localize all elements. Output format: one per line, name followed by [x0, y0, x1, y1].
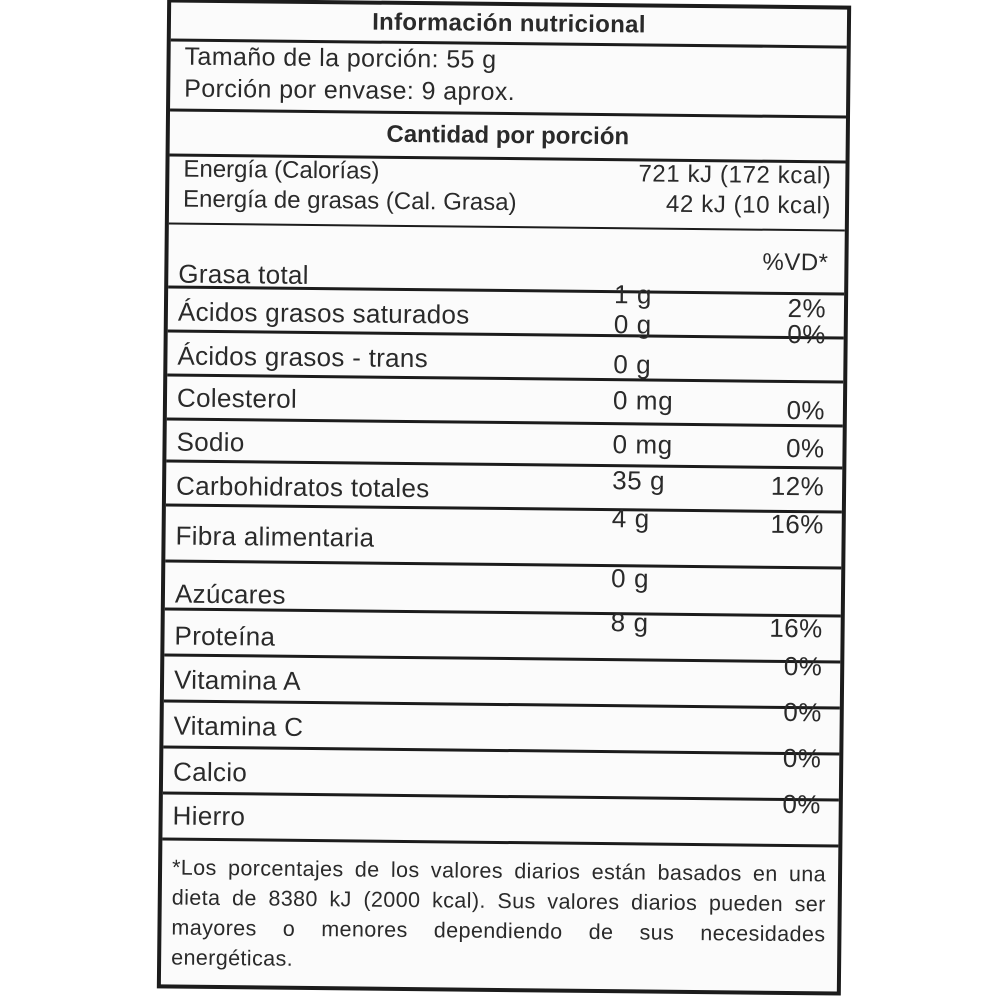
nutrient-row [163, 742, 839, 801]
nutrient-amount: 4 g [611, 503, 650, 534]
energy-value: 721 kJ (172 kcal) [638, 160, 832, 190]
nutrient-amount: 0 g [613, 309, 652, 340]
nutrient-daily-value: 2% [787, 292, 827, 324]
nutrient-amount: 0 mg [612, 429, 673, 460]
nutrient-name: Ácidos grasos saturados [177, 296, 470, 330]
nutrient-name: Calcio [172, 756, 248, 788]
servings-per-container: Porción por envase: 9 aprox. [184, 74, 516, 107]
nutrient-daily-value: 0% [783, 696, 822, 728]
nutrient-amount: 0 mg [612, 385, 674, 416]
nutrient-daily-value: 0% [787, 318, 826, 350]
label-title: Información nutricional [171, 2, 847, 48]
nutrient-amount: 0 g [613, 349, 652, 380]
daily-value-header: %VD* [762, 248, 829, 277]
nutrient-name: Sodio [176, 426, 245, 458]
fat-energy-label: Energía de grasas (Cal. Grasa) [182, 185, 517, 217]
nutrient-daily-value: 0% [786, 394, 826, 426]
nutrient-row [167, 332, 843, 383]
nutrient-daily-value: 16% [770, 508, 824, 540]
footnote: *Los porcentajes de los valores diarios están basados en una dieta de 8380 kJ (2000 kcal). Sus valores diarios pueden ser mayores o menores dependiendo de sus necesidades energéticas. [171, 855, 827, 971]
nutrient-amount: 8 g [610, 607, 649, 638]
nutrient-row [166, 462, 842, 513]
energy-block [183, 155, 836, 228]
energy-label: Energía (Calorías) [183, 155, 380, 185]
nutrient-daily-value: 0% [785, 432, 825, 464]
nutrient-name: Proteína [174, 620, 276, 652]
fat-energy-value: 42 kJ (10 kcal) [665, 190, 832, 220]
nutrient-name: Vitamina A [173, 664, 302, 696]
nutrient-name: Azúcares [174, 578, 286, 610]
nutrient-row [166, 420, 842, 469]
nutrient-row [162, 788, 838, 847]
nutrient-row [165, 562, 841, 617]
nutrient-name: Vitamina C [173, 710, 304, 742]
amount-per-serving-heading: Cantidad por porción [170, 108, 846, 163]
nutrient-row [163, 696, 839, 755]
nutrient-row [165, 503, 842, 569]
nutrient-daily-value: 0% [782, 788, 821, 820]
nutrient-row [164, 650, 840, 709]
serving-size: Tamaño de la porción: 55 g [184, 42, 497, 74]
serving-info [184, 41, 837, 116]
nutrient-row [168, 288, 844, 350]
nutrient-row [167, 376, 843, 427]
nutrient-amount: 35 g [612, 465, 666, 496]
nutrient-daily-value: 0% [783, 650, 823, 682]
nutrient-name: Fibra alimentaria [175, 520, 375, 553]
nutrient-amount: 0 g [610, 563, 650, 594]
fat-energy-row [183, 185, 835, 222]
nutrition-label [157, 0, 851, 996]
nutrient-name: Colesterol [176, 382, 298, 414]
nutrient-daily-value: 0% [782, 742, 822, 774]
nutrient-row [164, 607, 840, 663]
nutrient-daily-value: 12% [770, 470, 825, 502]
nutrient-name: Hierro [172, 800, 246, 832]
nutrient-table [162, 252, 844, 847]
nutrient-name: Ácidos grasos - trans [177, 340, 429, 374]
nutrient-name: Carbohidratos totales [175, 470, 430, 504]
nutrient-daily-value: 16% [769, 612, 823, 644]
nutrient-name: Grasa total [178, 258, 309, 290]
nutrient-amount: 1 g [613, 279, 653, 310]
